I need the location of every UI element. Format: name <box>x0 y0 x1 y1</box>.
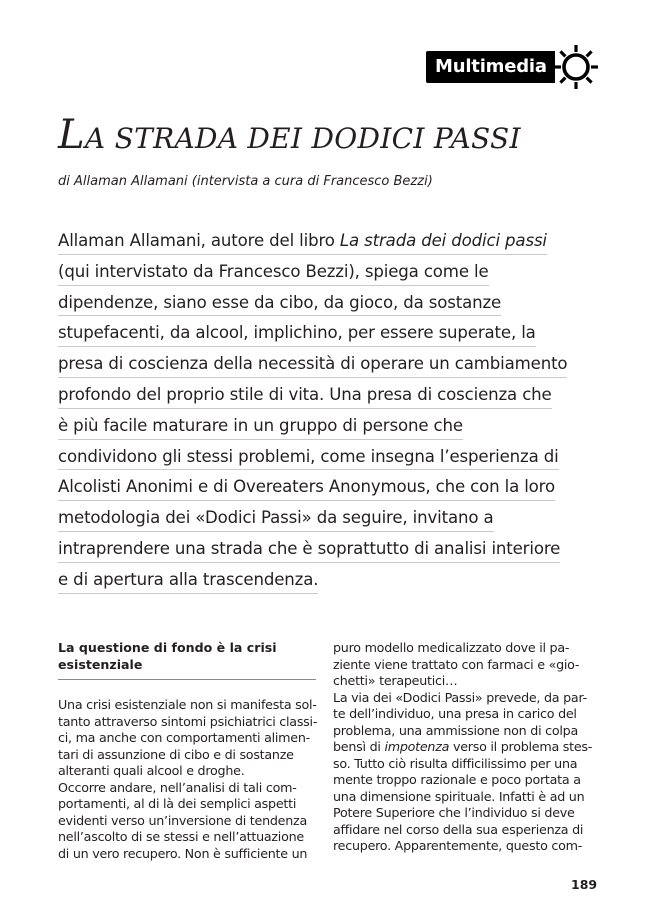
body-text-line: evidenti verso un’inversione di tendenza <box>58 812 307 828</box>
section-heading <box>58 640 316 680</box>
article-byline: di Allaman Allamani (intervista a cura di Francesco Bezzi) <box>58 174 433 189</box>
article-title <box>58 112 521 158</box>
body-text-line <box>333 706 591 723</box>
text-run: è più facile maturare in un gruppo di persone che <box>58 415 463 435</box>
intro-line <box>58 534 560 565</box>
text-run: presa di coscienza della necessità di operare un cambiamento <box>58 354 568 374</box>
intro-line <box>58 503 494 534</box>
multimedia-badge <box>426 47 599 87</box>
left-column <box>58 640 316 862</box>
text-run: una dimensione spirituale. Infatti è ad un <box>333 788 585 804</box>
intro-line <box>58 257 489 288</box>
italic-text: La strada dei dodici passi <box>339 231 547 250</box>
sun-icon <box>553 44 599 90</box>
title-initial: L <box>58 112 85 158</box>
body-text-line: Una crisi esistenziale non si manifesta sol- <box>58 697 317 712</box>
right-column <box>333 640 591 855</box>
intro-line <box>58 411 463 442</box>
body-text-line <box>333 838 591 855</box>
left-column-body <box>58 697 316 862</box>
text-run: so. Tutto ciò risulta difficilissimo per una <box>333 755 578 771</box>
body-text-line <box>333 657 591 674</box>
body-text-line: Occorre andare, nell’analisi di tali com- <box>58 779 297 795</box>
text-run: La via dei «Dodici Passi» prevede, da par- <box>333 689 587 705</box>
page-number: 189 <box>571 877 598 892</box>
body-text-line <box>333 822 591 839</box>
intro-line <box>58 318 536 349</box>
text-run: Allaman Allamani, autore del libro <box>58 231 340 250</box>
text-run: puro modello medicalizzato dove il pa- <box>333 640 570 655</box>
section-heading-line: La questione di fondo è la crisi <box>58 640 277 655</box>
body-text-line <box>333 673 591 690</box>
body-text-line <box>333 789 591 806</box>
text-run: dipendenze, siano esse da cibo, da gioco, da sostanze <box>58 292 502 312</box>
intro-paragraph <box>58 226 598 596</box>
body-text-line <box>333 723 591 740</box>
body-text-line <box>333 772 591 789</box>
body-text-line: di un vero recupero. Non è sufficiente un <box>58 845 308 861</box>
body-text-line <box>333 739 591 756</box>
right-column-body <box>333 640 591 855</box>
text-run: bensì di <box>333 739 385 754</box>
intro-line <box>58 288 501 319</box>
text-run: recupero. Apparentemente, questo com- <box>333 838 583 853</box>
body-text-line: nell’ascolto di se stessi e nell’attuazione <box>58 829 304 844</box>
intro-line <box>58 349 567 380</box>
body-text-line <box>333 640 591 657</box>
text-run: e di apertura alla trascendenza. <box>58 569 319 589</box>
text-run: verso il problema stes- <box>449 739 593 754</box>
intro-line <box>58 565 318 596</box>
section-heading-line: esistenziale <box>58 656 143 672</box>
text-run: intraprendere una strada che è soprattutto di analisi interiore <box>58 538 561 558</box>
text-run: (qui intervistato da Francesco Bezzi), spiega come le <box>58 261 489 281</box>
italic-text: impotenza <box>384 739 450 754</box>
intro-line <box>58 226 547 257</box>
text-run: affidare nel corso della sua esperienza di <box>333 821 584 837</box>
text-run: mente troppo razionale e poco portata a <box>333 772 581 787</box>
text-run: metodologia dei «Dodici Passi» da seguire, invitano a <box>58 508 494 528</box>
body-text-line <box>333 690 591 707</box>
text-run: Alcolisti Anonimi e di Overeaters Anonymous, che con la loro <box>58 477 555 497</box>
text-run: stupefacenti, da alcool, implichino, per essere superate, la <box>58 323 536 343</box>
body-text-line: portamenti, al di là dei semplici aspetti <box>58 796 297 811</box>
body-text-line <box>333 756 591 773</box>
intro-line <box>58 472 555 503</box>
text-run: problema, una ammissione non di colpa <box>333 722 578 738</box>
body-text-line: ci, ma anche con comportamenti alimen- <box>58 730 310 745</box>
text-run: ziente viene trattato con farmaci e «gio- <box>333 656 580 672</box>
body-text-line <box>333 805 591 822</box>
text-run: profondo del proprio stile di vita. Una presa di coscienza che <box>58 384 552 404</box>
text-run: Potere Superiore che l’individuo si deve <box>333 805 575 820</box>
title-second-letter: A <box>84 122 106 155</box>
intro-line <box>58 442 559 473</box>
text-run: condividono gli stessi problemi, come insegna l’esperienza di <box>58 446 559 466</box>
body-text-line: tanto attraverso sintomi psichiatrici classi- <box>58 713 318 729</box>
multimedia-label: Multimedia <box>426 51 555 83</box>
intro-line <box>58 380 552 411</box>
text-run: chetti» terapeutici… <box>333 673 458 688</box>
body-text-line: tari di assunzione di cibo e di sostanze <box>58 746 294 762</box>
body-text-line: alteranti quali alcool e droghe. <box>58 763 245 778</box>
text-run: te dell’individuo, una presa in carico del <box>333 706 577 721</box>
title-rest: STRADA DEI DODICI PASSI <box>105 122 521 155</box>
